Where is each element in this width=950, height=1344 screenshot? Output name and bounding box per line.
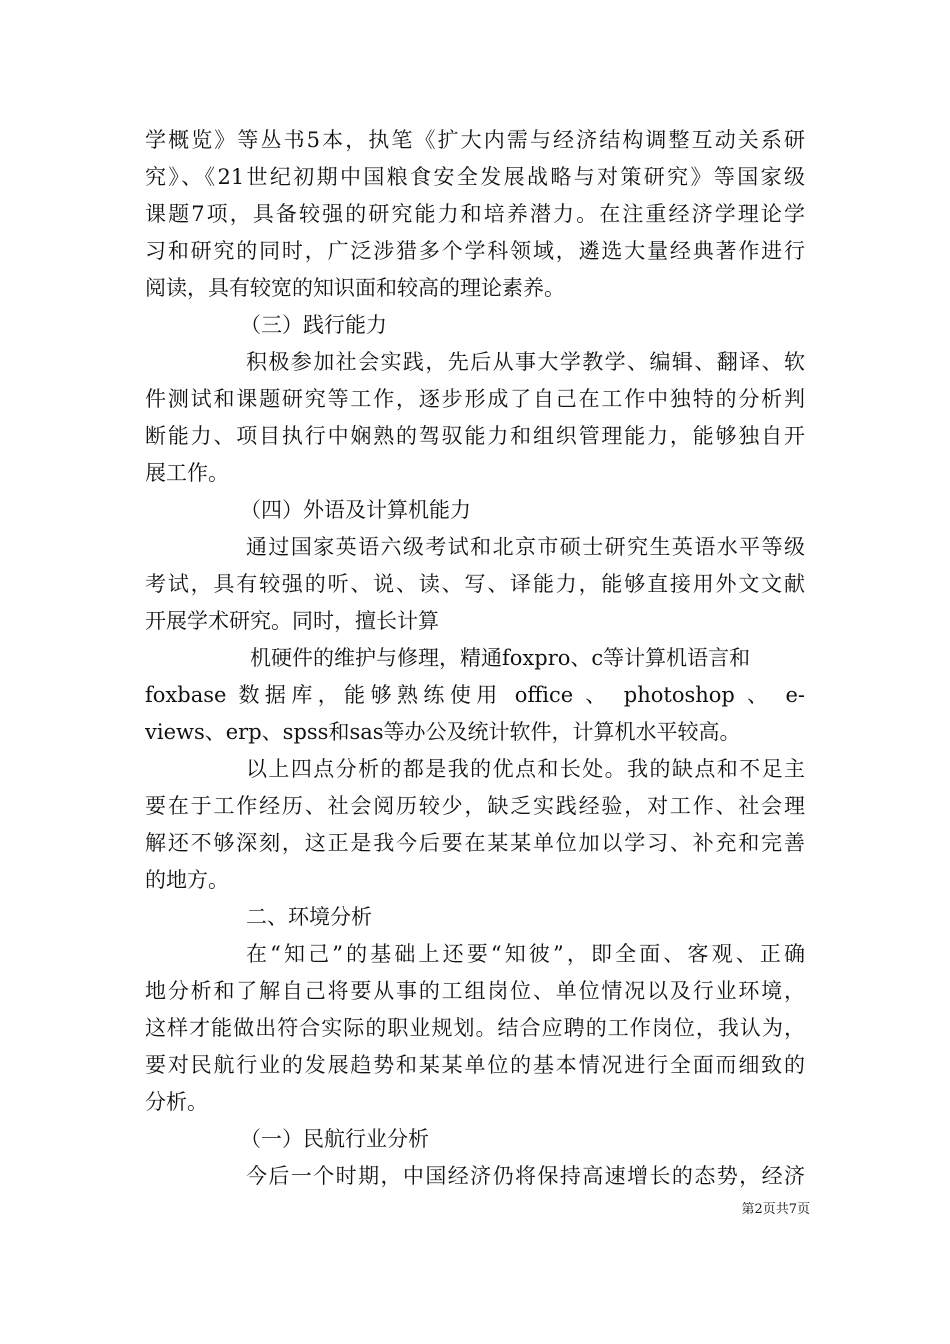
text-line: 考试，具有较强的听、说、读、写、译能力，能够直接用外文文献 [145, 572, 805, 596]
text-line: 习和研究的同时，广泛涉猎多个学科领域，遴选大量经典著作进行 [145, 239, 805, 263]
text-line: 这样才能做出符合实际的职业规划。结合应聘的工作岗位，我认为， [145, 1016, 805, 1040]
section-heading: （一）民航行业分析 [240, 1127, 429, 1151]
text-line: 要在于工作经历、社会阅历较少，缺乏实践经验，对工作、社会理 [145, 794, 805, 818]
text-line: views、erp、spss和sas等办公及统计软件，计算机水平较高。 [145, 720, 741, 744]
text-line: 的地方。 [145, 868, 229, 892]
text-line: 地分析和了解自己将要从事的工组岗位、单位情况以及行业环境， [145, 979, 805, 1003]
text-line: 开展学术研究。同时，擅长计算 [145, 609, 439, 633]
text-line: 展工作。 [145, 461, 229, 485]
text-line: 断能力、项目执行中娴熟的驾驭能力和组织管理能力，能够独自开 [145, 424, 805, 448]
page-number-footer: 第2页共7页 [741, 1202, 810, 1217]
text-line: 机硬件的维护与修理，精通foxpro、c等计算机语言和 [250, 646, 751, 670]
text-line: 今后一个时期，中国经济仍将保持高速增长的态势，经济 [246, 1164, 805, 1188]
text-line: 以上四点分析的都是我的优点和长处。我的缺点和不足主 [246, 757, 805, 781]
text-line: 究》、《21世纪初期中国粮食安全发展战略与对策研究》等国家级 [145, 165, 805, 189]
text-line: 通过国家英语六级考试和北京市硕士研究生英语水平等级 [246, 535, 805, 559]
text-line: 在“知己”的基础上还要“知彼”，即全面、客观、正确 [246, 942, 805, 966]
text-line: 件测试和课题研究等工作，逐步形成了自己在工作中独特的分析判 [145, 387, 805, 411]
text-line: 分析。 [145, 1090, 208, 1114]
text-line: foxbase 数据库，能够熟练使用 office 、 photoshop 、 e- [145, 683, 805, 707]
text-line: 课题7项，具备较强的研究能力和培养潜力。在注重经济学理论学 [145, 202, 805, 226]
text-line: 学概览》等丛书5本，执笔《扩大内需与经济结构调整互动关系研 [145, 128, 805, 152]
text-line: 解还不够深刻，这正是我今后要在某某单位加以学习、补充和完善 [145, 831, 805, 855]
section-heading: （四）外语及计算机能力 [240, 498, 471, 522]
section-heading: （三）践行能力 [240, 313, 387, 337]
text-line: 阅读，具有较宽的知识面和较高的理论素养。 [145, 276, 565, 300]
section-heading: 二、环境分析 [246, 905, 372, 929]
text-line: 积极参加社会实践，先后从事大学教学、编辑、翻译、软 [246, 350, 805, 374]
text-line: 要对民航行业的发展趋势和某某单位的基本情况进行全面而细致的 [145, 1053, 805, 1077]
